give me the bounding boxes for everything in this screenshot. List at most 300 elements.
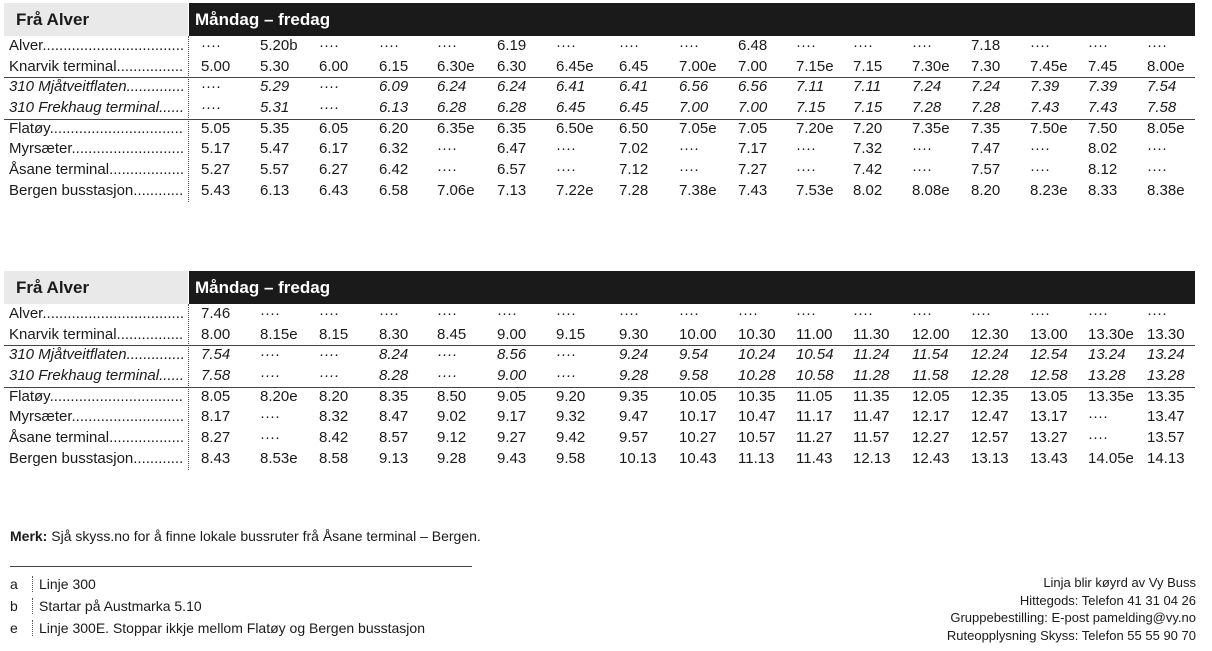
departure-time: 11.58 [912,367,949,385]
departure-time: 7.50e [1030,119,1068,137]
departure-time: ···· [260,408,280,426]
table-row [4,36,1195,57]
departure-time: ···· [319,37,339,54]
departure-time: 5.57 [260,161,290,179]
departure-time: 6.35 [497,119,527,137]
departure-time: 6.45 [556,99,586,117]
departure-time: 11.27 [796,429,833,447]
departure-time: 7.43 [738,181,768,199]
departure-time: ···· [260,367,280,385]
departure-time: 7.18 [971,37,1001,54]
departure-time: 8.38e [1147,181,1185,199]
timetable-1 [4,3,1195,202]
table-header [4,3,1195,36]
departure-time: 7.39 [1030,78,1060,96]
departure-time: 9.00 [497,367,527,385]
departure-time: 6.00 [319,57,349,75]
table-row [4,449,1195,470]
departure-time: 7.43 [1030,99,1060,117]
departure-time: 8.23e [1030,181,1068,199]
departure-time: ···· [912,37,932,54]
departure-time: 7.45e [1030,57,1068,75]
stop-name: 310 Frekhaug terminal ..... [9,98,184,119]
departure-time: 7.30e [912,57,950,75]
departure-time: 6.45e [556,57,594,75]
departure-time: 6.47 [497,140,527,158]
timetable-2 [4,271,1195,470]
departure-time: ···· [319,99,339,117]
departure-time: 12.30 [971,325,1009,343]
departure-time: 6.30e [437,57,475,75]
departure-time: 9.54 [679,346,709,364]
departure-time: 5.31 [260,99,290,117]
departure-time: 7.45 [1088,57,1118,75]
departure-time: 7.27 [738,161,768,179]
stop-name: 310 Mjåtveitflaten ..... [9,77,184,98]
departure-time: 9.42 [556,429,586,447]
departure-time: 6.41 [556,78,586,96]
departure-time: 9.02 [437,408,467,426]
departure-time: 13.27 [1030,429,1068,447]
departure-time: 11.05 [796,387,833,405]
departure-time: 8.05e [1147,119,1185,137]
departure-time: 6.13 [260,181,290,199]
departure-time: ···· [556,346,576,364]
departure-time: ···· [912,140,932,158]
departure-time: 7.35 [971,119,1001,137]
departure-time: 8.43 [201,449,231,467]
departure-time: 9.57 [619,429,649,447]
footnote-text: Linje 300E. Stoppar ikkje mellom Flatøy og Bergen busstasjon [32,620,425,636]
departure-time: 10.58 [796,367,834,385]
departure-time: 8.00 [201,325,231,343]
departure-time: ···· [497,305,517,322]
departure-time: ···· [556,305,576,322]
departure-time: 7.06e [437,181,475,199]
footnote-b [10,596,202,617]
departure-time: ···· [1147,305,1167,322]
departure-time: ···· [379,37,399,54]
departure-time: 7.05 [738,119,768,137]
row-divider [4,345,1195,346]
departure-time: 14.05e [1088,449,1134,467]
stop-name: Bergen busstasjon ..... [9,181,184,202]
departure-time: ···· [201,37,221,54]
departure-time: 9.32 [556,408,586,426]
departure-time: ···· [679,140,699,158]
departure-time: 8.33 [1088,181,1118,199]
departure-time: 7.30 [971,57,1001,75]
departure-time: 8.32 [319,408,349,426]
departure-time: 7.47 [971,140,1001,158]
departure-time: 13.35e [1088,387,1134,405]
departure-time: 5.27 [201,161,231,179]
departure-time: ···· [437,346,457,364]
table-row [4,428,1195,449]
departure-time: 8.20 [971,181,1001,199]
departure-time: 7.38e [679,181,717,199]
stop-name: Myrsæter ..... [9,139,184,160]
footnote-text: Linje 300 [32,576,96,592]
departure-time: 6.19 [497,37,527,54]
departure-time: 8.35 [379,387,409,405]
stop-name: 310 Mjåtveitflaten ..... [9,345,184,366]
departure-time: 13.57 [1147,429,1185,447]
departure-time: 13.17 [1030,408,1068,426]
table-header [4,271,1195,304]
departure-time: 11.17 [796,408,833,426]
departure-time: ···· [556,140,576,158]
departure-time: 8.58 [319,449,349,467]
stop-name: Åsane terminal ..... [9,428,184,449]
departure-time: 7.58 [201,367,231,385]
departure-time: 11.00 [796,325,833,343]
departure-time: 13.35 [1147,387,1185,405]
departure-time: 11.13 [738,449,775,467]
departure-time: 10.43 [679,449,717,467]
departure-time: 11.28 [853,367,890,385]
departure-time: 6.28 [497,99,527,117]
departure-time: ···· [556,161,576,179]
departure-time: 13.28 [1147,367,1185,385]
footnote-divider [10,566,472,567]
departure-time: 6.24 [497,78,527,96]
stop-name: Myrsæter ..... [9,407,184,428]
departure-time: ···· [1088,305,1108,322]
departure-time: 9.58 [679,367,709,385]
footnote-e [10,618,425,639]
departure-time: 7.58 [1147,99,1177,117]
departure-time: 13.28 [1088,367,1126,385]
departure-time: 9.27 [497,429,527,447]
departure-time: 10.30 [738,325,776,343]
departure-time: 7.35e [912,119,950,137]
table-row [4,160,1195,181]
departure-time: 7.22e [556,181,594,199]
departure-time: ···· [971,305,991,322]
departure-time: 5.05 [201,119,231,137]
departure-time: ···· [319,346,339,364]
departure-time: 7.43 [1088,99,1118,117]
stop-name: Knarvik terminal ..... [9,325,184,346]
table-row [4,345,1195,366]
departure-time: ···· [319,305,339,322]
departure-time: 11.35 [853,387,890,405]
departure-time: 9.12 [437,429,467,447]
departure-time: ···· [796,305,816,322]
departure-time: ···· [437,305,457,322]
note-text: Sjå skyss.no for å finne lokale bussruter frå Åsane terminal – Bergen. [47,528,481,544]
departure-time: 8.08e [912,181,950,199]
table-row [4,304,1195,325]
departure-time: 10.00 [679,325,717,343]
departure-time: ···· [1030,305,1050,322]
departure-time: 7.54 [1147,78,1177,96]
departure-time: ···· [619,305,639,322]
departure-time: 6.45 [619,99,649,117]
departure-time: 6.42 [379,161,409,179]
departure-time: 8.15e [260,325,298,343]
departure-time: 7.11 [853,78,882,96]
departure-time: ···· [437,140,457,158]
departure-time: ···· [679,37,699,54]
departure-time: ···· [912,161,932,179]
departure-time: 8.24 [379,346,409,364]
departure-time: 7.05e [679,119,717,137]
departure-time: 7.15e [796,57,834,75]
row-divider [4,387,1195,388]
departure-time: ···· [1147,37,1167,54]
footnote-key: e [10,620,18,636]
departure-time: 9.30 [619,325,649,343]
departure-time: 5.35 [260,119,290,137]
departure-time: 11.57 [853,429,890,447]
departure-time: 7.46 [201,305,231,322]
departure-time: ···· [437,37,457,54]
departure-time: 8.57 [379,429,409,447]
departure-time: 13.05 [1030,387,1068,405]
table-row [4,325,1195,346]
info-line-group-booking: Gruppebestilling: E-post pamelding@vy.no [950,610,1196,625]
table-row [4,387,1195,408]
departure-time: 7.00 [738,57,768,75]
departure-time: ···· [796,140,816,158]
departure-time: 7.00 [679,99,709,117]
departure-time: ···· [201,99,221,117]
departure-time: 8.28 [379,367,409,385]
departure-time: 6.15 [379,57,409,75]
departure-time: 6.24 [437,78,467,96]
departure-time: 8.53e [260,449,298,467]
departure-time: 7.39 [1088,78,1118,96]
departure-time: 10.57 [738,429,776,447]
departure-time: 11.47 [853,408,890,426]
operator-info [947,574,1196,644]
departure-time: ···· [1147,140,1167,158]
days-label: Måndag – fredag [189,3,1195,36]
departure-time: 5.20b [260,37,298,54]
departure-time: 6.05 [319,119,349,137]
departure-time: 6.48 [738,37,768,54]
departure-time: 13.47 [1147,408,1185,426]
departure-time: 7.20e [796,119,834,137]
departure-time: 10.13 [619,449,657,467]
departure-time: 10.24 [738,346,776,364]
departure-time: 7.17 [738,140,768,158]
table-row [4,98,1195,119]
departure-time: 6.56 [679,78,709,96]
departure-time: 8.15 [319,325,349,343]
footnote-a [10,574,96,595]
departure-time: 9.35 [619,387,649,405]
stop-name: Flatøy ..... [9,387,184,408]
departure-time: 6.41 [619,78,649,96]
departure-time: 8.30 [379,325,409,343]
departure-time: 11.43 [796,449,833,467]
departure-time: 5.17 [201,140,231,158]
departure-time: 12.58 [1030,367,1068,385]
departure-time: 6.32 [379,140,409,158]
stop-name: Bergen busstasjon ..... [9,449,184,470]
departure-time: ···· [738,305,758,322]
departure-time: 10.35 [738,387,776,405]
departure-time: 9.47 [619,408,649,426]
departure-time: 6.09 [379,78,409,96]
departure-time: ···· [319,78,339,96]
departure-time: 12.05 [912,387,950,405]
departure-time: ···· [437,161,457,179]
departure-time: 8.17 [201,408,231,426]
departure-time: 12.54 [1030,346,1068,364]
departure-time: 6.50 [619,119,649,137]
departure-time: 6.28 [437,99,467,117]
departure-time: 7.57 [971,161,1001,179]
departure-time: 11.54 [912,346,949,364]
departure-time: ···· [853,37,873,54]
from-label: Frå Alver [4,271,188,304]
departure-time: 9.28 [619,367,649,385]
departure-time: 12.24 [971,346,1009,364]
departure-time: 6.27 [319,161,349,179]
departure-time: 13.13 [971,449,1009,467]
departure-time: 6.57 [497,161,527,179]
departure-time: ···· [379,305,399,322]
days-label: Måndag – fredag [189,271,1195,304]
departure-time: 9.13 [379,449,409,467]
departure-time: 6.20 [379,119,409,137]
departure-time: ···· [1147,161,1167,179]
stop-name: Åsane terminal ..... [9,160,184,181]
departure-time: 6.58 [379,181,409,199]
departure-time: 5.30 [260,57,290,75]
row-divider [4,77,1195,78]
departure-time: 7.12 [619,161,649,179]
departure-time: ···· [319,367,339,385]
departure-time: 7.42 [853,161,883,179]
departure-time: 10.05 [679,387,717,405]
table-row [4,77,1195,98]
stop-name: Alver ..... [9,304,184,325]
departure-time: 9.00 [497,325,527,343]
departure-time: 5.47 [260,140,290,158]
departure-time: 12.00 [912,325,950,343]
departure-time: ···· [260,429,280,447]
departure-time: ···· [1030,37,1050,54]
note-label: Merk: [10,528,48,544]
departure-time: 7.28 [971,99,1001,117]
stop-name: Knarvik terminal ..... [9,57,184,78]
departure-time: 7.20 [853,119,883,137]
footnote-text: Startar på Austmarka 5.10 [32,598,202,614]
footnote-key: a [10,576,18,592]
departure-time: 8.02 [853,181,883,199]
departure-time: 9.43 [497,449,527,467]
departure-time: 6.45 [619,57,649,75]
departure-time: 12.27 [912,429,950,447]
departure-time: 13.30e [1088,325,1134,343]
departure-time: 7.11 [796,78,825,96]
departure-time: 12.28 [971,367,1009,385]
departure-time: 6.30 [497,57,527,75]
departure-time: 7.15 [853,57,883,75]
departure-time: 12.17 [912,408,950,426]
departure-time: 9.15 [556,325,586,343]
departure-time: 10.47 [738,408,776,426]
departure-time: 9.20 [556,387,586,405]
departure-time: 7.50 [1088,119,1118,137]
departure-time: 8.20e [260,387,298,405]
table-row [4,119,1195,140]
departure-time: 13.43 [1030,449,1068,467]
departure-time: 12.47 [971,408,1009,426]
departure-time: 10.17 [679,408,717,426]
departure-time: ···· [437,367,457,385]
departure-time: 7.28 [619,181,649,199]
departure-time: ···· [796,161,816,179]
departure-time: 11.24 [853,346,890,364]
departure-time: 6.17 [319,140,349,158]
departure-time: 8.47 [379,408,409,426]
stop-name: 310 Frekhaug terminal ..... [9,366,184,387]
info-line-lost-property: Hittegods: Telefon 41 31 04 26 [1019,592,1196,608]
departure-time: 6.43 [319,181,349,199]
departure-time: 8.42 [319,429,349,447]
departure-time: 8.50 [437,387,467,405]
departure-time: 9.24 [619,346,649,364]
departure-time: 7.24 [912,78,942,96]
departure-time: 8.00e [1147,57,1185,75]
departure-time: 9.58 [556,449,586,467]
departure-time: 7.15 [796,99,826,117]
departure-time: 7.54 [201,346,231,364]
departure-time: 7.24 [971,78,1001,96]
from-label: Frå Alver [4,3,188,36]
departure-time: 7.15 [853,99,883,117]
departure-time: 6.35e [437,119,475,137]
departure-time: 6.50e [556,119,594,137]
departure-time: 8.27 [201,429,231,447]
departure-time: 7.53e [796,181,834,199]
departure-time: 10.54 [796,346,834,364]
departure-time: 8.20 [319,387,349,405]
departure-time: ···· [1088,429,1108,447]
stop-name: Flatøy ..... [9,119,184,140]
departure-time: ···· [556,37,576,54]
departure-time: 8.12 [1088,161,1118,179]
departure-time: 6.56 [738,78,768,96]
departure-time: 10.28 [738,367,776,385]
departure-time: 8.02 [1088,140,1118,158]
departure-time: ···· [679,161,699,179]
departure-time: ···· [1030,140,1050,158]
table-row [4,407,1195,428]
table-row [4,366,1195,387]
departure-time: ···· [619,37,639,54]
table-row [4,181,1195,202]
departure-time: 8.56 [497,346,527,364]
departure-time: ···· [556,367,576,385]
footnote-key: b [10,598,18,614]
departure-time: 11.30 [853,325,890,343]
departure-time: 7.13 [497,181,527,199]
departure-time: 13.24 [1088,346,1126,364]
departure-time: 7.28 [912,99,942,117]
departure-time: ···· [260,346,280,364]
departure-time: ···· [679,305,699,322]
info-line-route-info: Ruteopplysning Skyss: Telefon 55 55 90 70 [946,627,1196,643]
departure-time: 12.57 [971,429,1009,447]
departure-time: 7.32 [853,140,883,158]
